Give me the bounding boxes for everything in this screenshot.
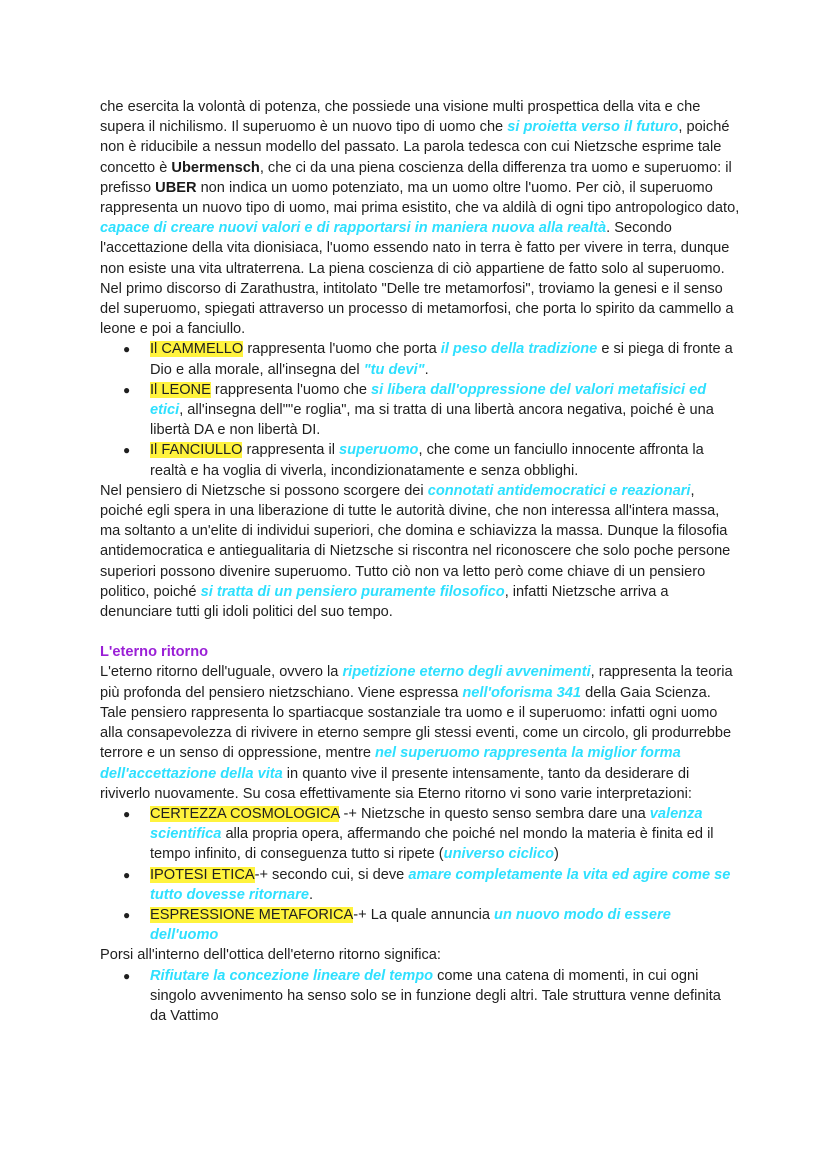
list-item: ● Il LEONE rappresenta l'uomo che si libera dall'oppressione del valori metafisici ed etici, all'insegna dell'"'e roglia", ma si tratta di una libertà ancora negativa, poiché è una libertà DA e non libertà DI. <box>123 381 714 439</box>
bullet-icon: ● <box>123 382 131 397</box>
bullet-icon: ● <box>123 907 131 922</box>
politics-paragraph: Nel pensiero di Nietzsche si possono scorgere dei connotati antidemocratici e reazionari, poiché egli spera in una liberazione di tutte le autorità divine, che non interessa all'intera massa, ma soltanto a un'elite di individui superiori, che domina e schiavizza la massa. Dunque la filosofia antidemocratica e antiegualitaria di Nietzsche si riscontra nel riconoscere che solo poche persone superiori possono divenire superuomo. Tutto ciò non va letto però come chiave di un pensiero politico, poiché si tratta di un pensiero puramente filosofico, infatti Nietzsche arriva a denunciare tutti gli idoli politici del suo tempo. <box>100 482 731 621</box>
bullet-icon: ● <box>123 968 131 983</box>
bullet-icon: ● <box>123 867 131 882</box>
emphasis: si proietta verso il futuro <box>507 119 679 136</box>
highlighted-term: Il LEONE <box>150 381 211 398</box>
bullet-icon: ● <box>123 342 131 357</box>
intro-paragraph: che esercita la volontà di potenza, che possiede una visione multi prospettica della vita e che supera il nichilismo. Il superuomo è un nuovo tipo di uomo che si proietta verso il futuro, poiché non è riducibile a nessun modello del passato. La parola tedesca con cui Nietzsche esprime tale concetto è Ubermensch, che ci da una piena coscienza della differenza tra uomo e superuomo: il prefisso UBER non indica un uomo potenziato, ma un uomo oltre l'uomo. Per ciò, il superuomo rappresenta un nuovo tipo di uomo, mai prima esistito, che va aldilà di ogni tipo antropologico dato, capace di creare nuovi valori e di rapportarsi in maniera nuova alla realtà. Secondo l'accettazione della vita dionisiaca, l'uomo essendo nato in terra è fatto per vivere in terra, dunque non esiste una vita ultraterrena. La piena coscienza di ciò appartiene de fatto solo al superuomo. Nel primo discorso di Zarathustra, intitolato "Delle tre metamorfosi", troviamo la genesi e il senso del superuomo, spiegati attraverso un processo di metamorfosi, che porta lo spirito da cammello a leone e poi a fanciullo. <box>100 99 740 338</box>
list-item: ● Il CAMMELLO rappresenta l'uomo che porta il peso della tradizione e si piega di fronte a Dio e alla morale, all'insegna del "tu devi". <box>123 341 733 378</box>
highlighted-term: Il CAMMELLO <box>150 341 244 358</box>
bold-term: UBER <box>155 179 197 196</box>
document-body <box>100 97 740 1026</box>
list-item: ● Il FANCIULLO rappresenta il superuomo, che come un fanciullo innocente affronta la realtà e ha voglia di viverla, incondizionatamente e senza obblighi. <box>123 442 704 479</box>
list-item: ● IPOTESI ETICA-+ secondo cui, si deve amare completamente la vita ed agire come se tutto dovesse ritornare. <box>123 866 731 903</box>
highlighted-term: IPOTESI ETICA <box>150 866 255 883</box>
metamorphoses-list <box>100 339 740 480</box>
highlighted-term: CERTEZZA COSMOLOGICA <box>150 805 340 822</box>
list-item: ● Rifiutare la concezione lineare del tempo come una catena di momenti, in cui ogni singolo avvenimento ha senso solo se in funzione degli altri. Tale struttura venne definita da Vattimo <box>123 967 721 1024</box>
bullet-icon: ● <box>123 443 131 458</box>
porsi-list <box>100 966 740 1027</box>
bold-term: Ubermensch <box>171 159 260 176</box>
emphasis: si tratta di un pensiero puramente filosofico <box>200 583 505 600</box>
list-item: ● ESPRESSIONE METAFORICA-+ La quale annuncia un nuovo modo di essere dell'uomo <box>123 906 671 944</box>
highlighted-term: Il FANCIULLO <box>150 442 243 459</box>
emphasis: ripetizione eterno degli avvenimenti <box>342 664 591 681</box>
eterno-paragraph: L'eterno ritorno dell'uguale, ovvero la ripetizione eterno degli avvenimenti, rappresenta la teoria più profonda del pensiero nietzschiano. Viene espressa nell'oforisma 341 della Gaia Scienza. Tale pensiero rappresenta lo spartiacque sostanziale tra uomo e il superuomo: infatti ogni uomo alla consapevolezza di rivivere in eterno sempre gli stessi eventi, come un circolo, gli produrrebbe terrore e un senso di oppressione, mentre nel superuomo rappresenta la miglior forma dell'accettazione della vita in quanto vive il presente intensamente, tanto da desiderare di riviverlo nuovamente. Su cosa effettivamente sia Eterno ritorno vi sono varie interpretazioni: <box>100 664 733 802</box>
emphasis: connotati antidemocratici e reazionari <box>427 482 691 499</box>
emphasis: capace di creare nuovi valori e di rapportarsi in maniera nuova alla realtà <box>100 220 607 237</box>
interpretations-list <box>100 804 740 945</box>
highlighted-term: ESPRESSIONE METAFORICA <box>150 906 354 923</box>
emphasis: nell'oforisma 341 <box>462 684 582 701</box>
bullet-icon: ● <box>123 806 131 821</box>
porsi-paragraph: Porsi all'interno dell'ottica dell'eterno ritorno significa: <box>100 947 441 964</box>
emphasis: nel superuomo rappresenta la miglior forma dell'accettazione della vita <box>100 745 681 782</box>
section-heading: L'eterno ritorno <box>100 644 209 661</box>
list-item: ● CERTEZZA COSMOLOGICA -+ Nietzsche in questo senso sembra dare una valenza scientifica alla propria opera, affermando che poiché nel mondo la materia è finita ed il tempo infinito, di conseguenza tutto si ripete (universo ciclico) <box>123 805 714 863</box>
